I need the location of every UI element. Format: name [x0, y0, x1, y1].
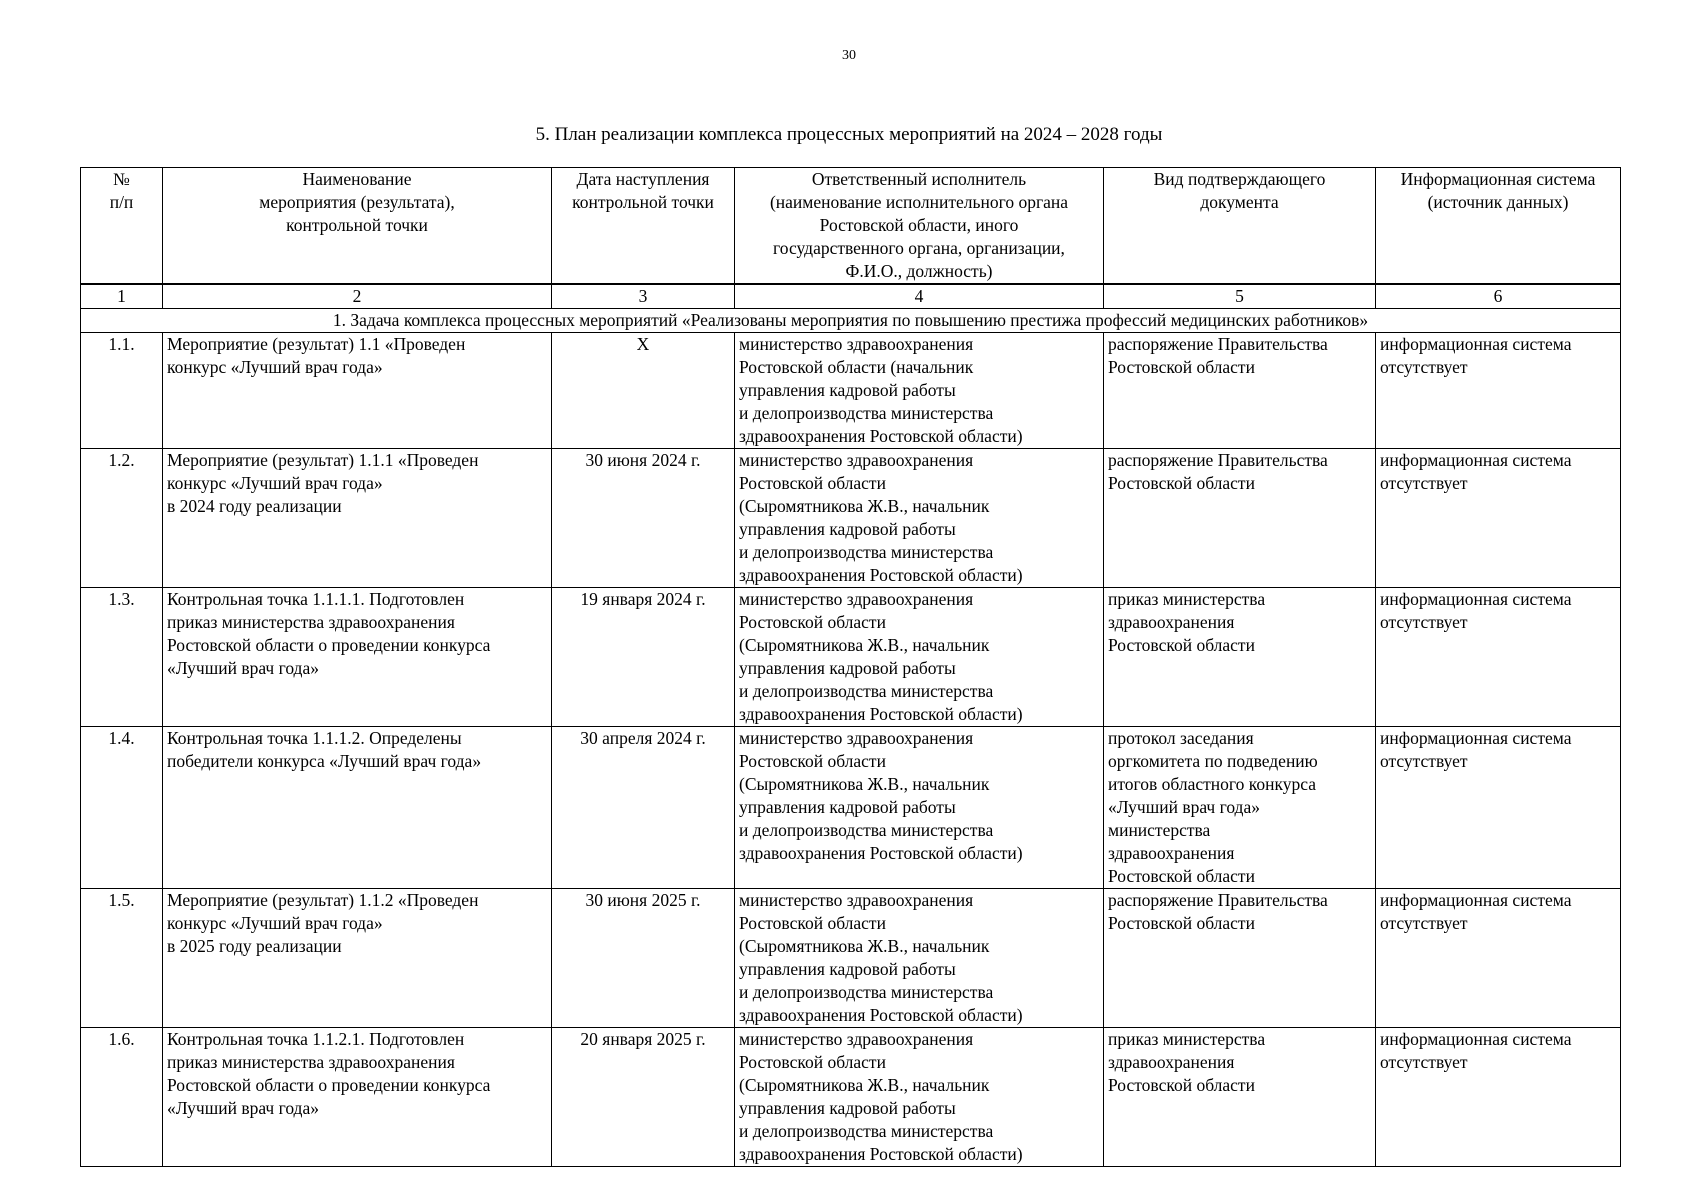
row-system: информационная система отсутствует [1376, 1028, 1621, 1167]
row-name: Мероприятие (результат) 1.1.1 «Проведен конкурс «Лучший врач года» в 2024 году реализации [163, 449, 552, 588]
row-document: распоряжение Правительства Ростовской области [1104, 333, 1376, 449]
row-responsible: министерство здравоохранения Ростовской области (Сыромятникова Ж.В., начальник управления кадровой работы и делопроизводства министерства здравоохранения Ростовской области) [735, 727, 1104, 889]
row-name: Мероприятие (результат) 1.1 «Проведен конкурс «Лучший врач года» [163, 333, 552, 449]
row-date: 20 января 2025 г. [552, 1028, 735, 1167]
column-number-6: 6 [1376, 284, 1621, 309]
table-row [81, 1028, 1621, 1167]
page-number: 30 [842, 48, 856, 63]
row-system: информационная система отсутствует [1376, 449, 1621, 588]
row-date: 19 января 2024 г. [552, 588, 735, 727]
section-title: 1. Задача комплекса процессных мероприятий «Реализованы мероприятия по повышению престижа профессий медицинских работников» [81, 309, 1621, 333]
table-row [81, 449, 1621, 588]
row-number: 1.6. [81, 1028, 163, 1167]
column-header-number: № п/п [81, 168, 163, 285]
table-row [81, 588, 1621, 727]
column-number-2: 2 [163, 284, 552, 309]
row-responsible: министерство здравоохранения Ростовской области (Сыромятникова Ж.В., начальник управления кадровой работы и делопроизводства министерства здравоохранения Ростовской области) [735, 889, 1104, 1028]
column-number-3: 3 [552, 284, 735, 309]
column-header-date: Дата наступления контрольной точки [552, 168, 735, 285]
table-row [81, 333, 1621, 449]
column-header-name: Наименование мероприятия (результата), контрольной точки [163, 168, 552, 285]
row-responsible: министерство здравоохранения Ростовской области (Сыромятникова Ж.В., начальник управления кадровой работы и делопроизводства министерства здравоохранения Ростовской области) [735, 1028, 1104, 1167]
row-name: Контрольная точка 1.1.1.2. Определены победители конкурса «Лучший врач года» [163, 727, 552, 889]
plan-table [80, 167, 1621, 1167]
table-row [81, 889, 1621, 1028]
row-document: распоряжение Правительства Ростовской области [1104, 449, 1376, 588]
row-date: 30 июня 2024 г. [552, 449, 735, 588]
column-number-5: 5 [1104, 284, 1376, 309]
row-date: 30 июня 2025 г. [552, 889, 735, 1028]
column-header-system: Информационная система (источник данных) [1376, 168, 1621, 285]
row-date: 30 апреля 2024 г. [552, 727, 735, 889]
row-responsible: министерство здравоохранения Ростовской области (Сыромятникова Ж.В., начальник управления кадровой работы и делопроизводства министерства здравоохранения Ростовской области) [735, 588, 1104, 727]
row-document: приказ министерства здравоохранения Ростовской области [1104, 1028, 1376, 1167]
row-system: информационная система отсутствует [1376, 333, 1621, 449]
row-number: 1.3. [81, 588, 163, 727]
row-document: распоряжение Правительства Ростовской области [1104, 889, 1376, 1028]
row-system: информационная система отсутствует [1376, 889, 1621, 1028]
column-number-4: 4 [735, 284, 1104, 309]
section-row [81, 309, 1621, 333]
row-number: 1.1. [81, 333, 163, 449]
row-name: Мероприятие (результат) 1.1.2 «Проведен конкурс «Лучший врач года» в 2025 году реализации [163, 889, 552, 1028]
row-responsible: министерство здравоохранения Ростовской области (Сыромятникова Ж.В., начальник управления кадровой работы и делопроизводства министерства здравоохранения Ростовской области) [735, 449, 1104, 588]
row-date: Х [552, 333, 735, 449]
page-title: 5. План реализации комплекса процессных мероприятий на 2024 – 2028 годы [535, 124, 1163, 145]
row-document: приказ министерства здравоохранения Ростовской области [1104, 588, 1376, 727]
row-system: информационная система отсутствует [1376, 588, 1621, 727]
row-system: информационная система отсутствует [1376, 727, 1621, 889]
row-name: Контрольная точка 1.1.2.1. Подготовлен приказ министерства здравоохранения Ростовской области о проведении конкурса «Лучший врач года» [163, 1028, 552, 1167]
row-responsible: министерство здравоохранения Ростовской области (начальник управления кадровой работы и делопроизводства министерства здравоохранения Ростовской области) [735, 333, 1104, 449]
column-header-document: Вид подтверждающего документа [1104, 168, 1376, 285]
row-document: протокол заседания оргкомитета по подведению итогов областного конкурса «Лучший врач года» министерства здравоохранения Ростовской области [1104, 727, 1376, 889]
row-number: 1.2. [81, 449, 163, 588]
table-row [81, 727, 1621, 889]
row-number: 1.5. [81, 889, 163, 1028]
row-number: 1.4. [81, 727, 163, 889]
column-number-1: 1 [81, 284, 163, 309]
row-name: Контрольная точка 1.1.1.1. Подготовлен приказ министерства здравоохранения Ростовской области о проведении конкурса «Лучший врач года» [163, 588, 552, 727]
column-header-responsible: Ответственный исполнитель (наименование исполнительного органа Ростовской области, иного государственного органа, организации, Ф.И.О., должность) [735, 168, 1104, 285]
